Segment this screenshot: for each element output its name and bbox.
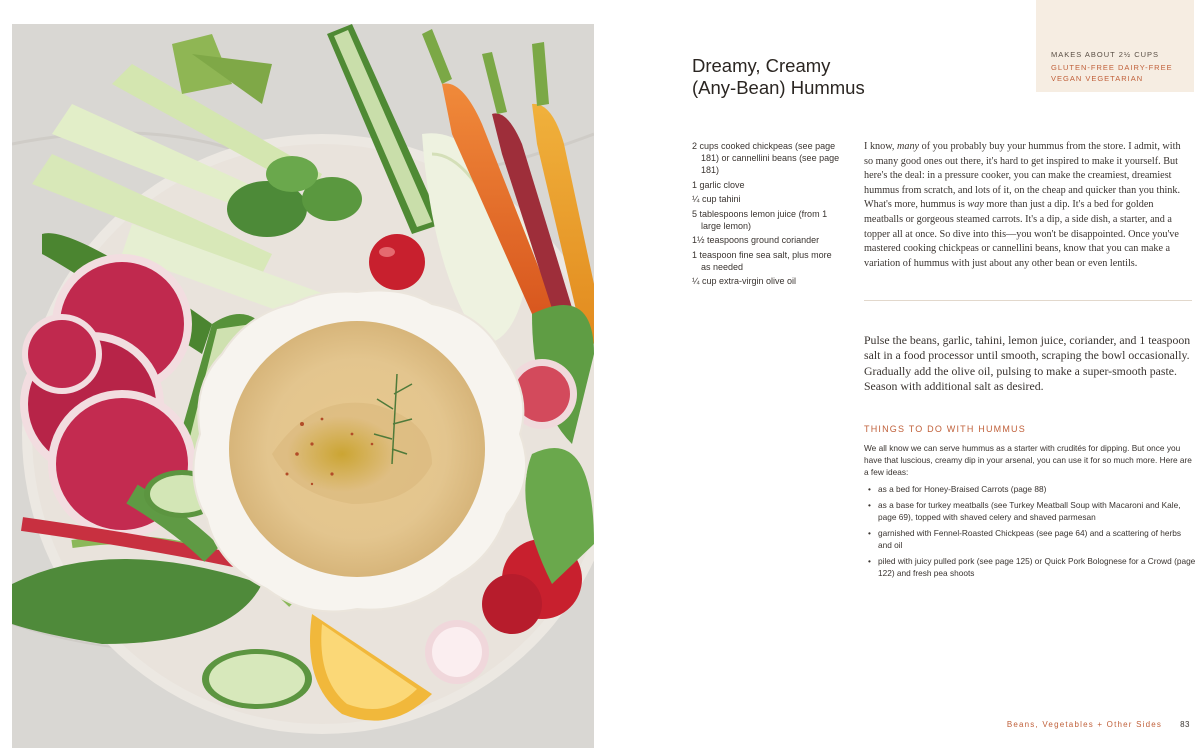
intro-emphasis: way <box>967 199 984 211</box>
yield-box <box>1036 0 1194 92</box>
hummus-bowl <box>193 291 526 612</box>
things-heading: THINGS TO DO WITH HUMMUS <box>864 424 1026 434</box>
section-divider <box>864 300 1192 301</box>
ingredient-item: ¼ cup extra-virgin olive oil <box>692 276 797 287</box>
page-number: 83 <box>1180 720 1190 729</box>
ingredient-item: ¼ cup tahini <box>692 194 741 205</box>
ingredient-list <box>692 140 840 290</box>
intro-text: I know, <box>864 141 898 152</box>
recipe-method: Pulse the beans, garlic, tahini, lemon juice, coriander, and 1 teaspoon salt in a food processor until smooth, scraping the bowl occasionally. Gradually add the olive oil, pulsing to make a super-smooth paste. Season with additional salt as desired. <box>864 333 1191 394</box>
ingredient-item: 1 teaspoon fine sea salt, plus more as needed <box>692 249 832 272</box>
things-intro: We all know we can serve hummus as a starter with crudités for dipping. But once you have that luscious, creamy dip in your arsenal, you can use it for so much more. Here are a few ideas: <box>864 443 1192 477</box>
hummus-platter-photo <box>12 24 594 748</box>
list-item: • as a bed for Honey-Braised Carrots (page 88) <box>866 483 1196 495</box>
ingredient-item: 5 tablespoons lemon juice (from 1 large lemon) <box>692 208 828 231</box>
ingredient-item: 2 cups cooked chickpeas (see page 181) or cannellini beans (see page 181) <box>692 141 840 176</box>
recipe-yield: MAKES ABOUT 2½ CUPS <box>1051 50 1160 59</box>
things-list <box>866 483 1196 583</box>
list-item: • piled with juicy pulled pork (see page 125) or Quick Pork Bolognese for a Crowd (page 122) and fresh pea shoots <box>866 555 1196 579</box>
recipe-title-line-1: Dreamy, Creamy <box>692 55 831 76</box>
dietary-tags: GLUTEN-FREE DAIRY-FREE VEGAN VEGETARIAN <box>1051 63 1173 83</box>
recipe-title-line-2: (Any-Bean) Hummus <box>692 77 865 98</box>
intro-text: more than just a dip. It's a bed for golden meatballs or gorgeous steamed carrots. It's a dip, a side dish, a starter, and a topper all at once. So dive into this—you won't be disappointed. Once you've mastered cooking chickpeas or cannellini beans, know that you can make a variation of hummus with just about any other bean or even lentils. <box>864 199 1179 269</box>
ingredient-item: 1 garlic clove <box>692 179 745 190</box>
recipe-intro <box>864 140 1192 271</box>
intro-text: of you probably buy your hummus from the store. I admit, with so many good ones out there, it's hard to get inspired to make it yourself. But here's the deal: in a pressure cooker, you can make the creamiest, dreamiest hummus from scratch, and lots of it, on the cheap and quicker than you think. What's more, hummus is <box>864 141 1181 211</box>
running-footer-section: Beans, Vegetables + Other Sides <box>1006 720 1163 729</box>
hummus-platter-illustration <box>12 24 594 748</box>
list-item: • as a base for turkey meatballs (see Turkey Meatball Soup with Macaroni and Kale, page 69), topped with shaved celery and shaved parmesan <box>866 499 1196 523</box>
intro-emphasis: many <box>897 141 920 152</box>
recipe-title <box>692 55 992 99</box>
list-item: • garnished with Fennel-Roasted Chickpeas (see page 64) and a scattering of herbs and oil <box>866 527 1196 551</box>
ingredient-item: 1½ teaspoons ground coriander <box>692 235 820 246</box>
page-footer <box>1007 720 1190 729</box>
